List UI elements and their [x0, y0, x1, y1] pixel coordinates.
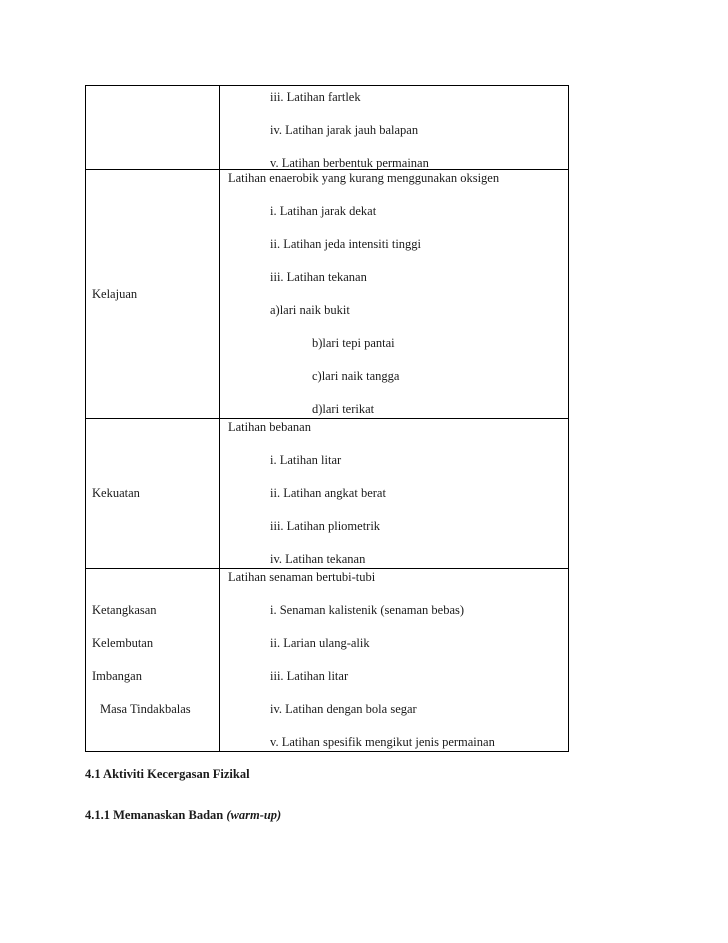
section-heading: 4.1 Aktiviti Kecergasan Fizikal [85, 767, 250, 781]
training-item: iii. Latihan tekanan [270, 270, 367, 284]
table-row [86, 419, 569, 569]
training-item: iii. Latihan litar [270, 669, 349, 683]
component-cell [86, 569, 220, 752]
subsection-title: 4.1.1 Memanaskan Badan [85, 808, 224, 822]
subsection-note: (warm-up) [226, 808, 282, 822]
training-item: v. Latihan berbentuk permainan [270, 156, 429, 170]
table-row [86, 170, 569, 419]
training-intro: Latihan enaerobik yang kurang menggunakan oksigen [228, 171, 500, 185]
training-item: iv. Latihan tekanan [270, 552, 366, 566]
training-cell [220, 569, 569, 752]
training-subitem: b)lari tepi pantai [312, 336, 395, 350]
training-subitem: c)lari naik tangga [312, 369, 400, 383]
fitness-training-table [85, 85, 569, 752]
component-label: Kelajuan [92, 287, 138, 301]
table-row [86, 86, 569, 170]
training-item: ii. Latihan angkat berat [270, 486, 386, 500]
training-item: iii. Latihan fartlek [270, 90, 361, 104]
component-label: Kekuatan [92, 486, 140, 500]
component-cell [86, 419, 220, 569]
training-item: iv. Latihan jarak jauh balapan [270, 123, 419, 137]
training-item: i. Senaman kalistenik (senaman bebas) [270, 603, 465, 617]
training-cell [220, 86, 569, 170]
training-intro: Latihan senaman bertubi-tubi [228, 570, 376, 584]
table-row [86, 569, 569, 752]
component-label: Kelembutan [92, 636, 154, 650]
training-item: ii. Latihan jeda intensiti tinggi [270, 237, 422, 251]
training-item: i. Latihan jarak dekat [270, 204, 377, 218]
component-cell [86, 86, 220, 170]
training-item: ii. Larian ulang-alik [270, 636, 370, 650]
training-item: iv. Latihan dengan bola segar [270, 702, 417, 716]
component-cell [86, 170, 220, 419]
training-subitem: d)lari terikat [312, 402, 375, 416]
training-item: v. Latihan spesifik mengikut jenis permainan [270, 735, 495, 749]
component-label: Imbangan [92, 669, 142, 683]
training-item: iii. Latihan pliometrik [270, 519, 381, 533]
training-cell [220, 419, 569, 569]
training-item: a)lari naik bukit [270, 303, 350, 317]
component-label: Masa Tindakbalas [100, 702, 191, 716]
training-intro: Latihan bebanan [228, 420, 311, 434]
component-label: Ketangkasan [92, 603, 157, 617]
training-item: i. Latihan litar [270, 453, 342, 467]
training-cell [220, 170, 569, 419]
subsection-heading [85, 808, 281, 823]
